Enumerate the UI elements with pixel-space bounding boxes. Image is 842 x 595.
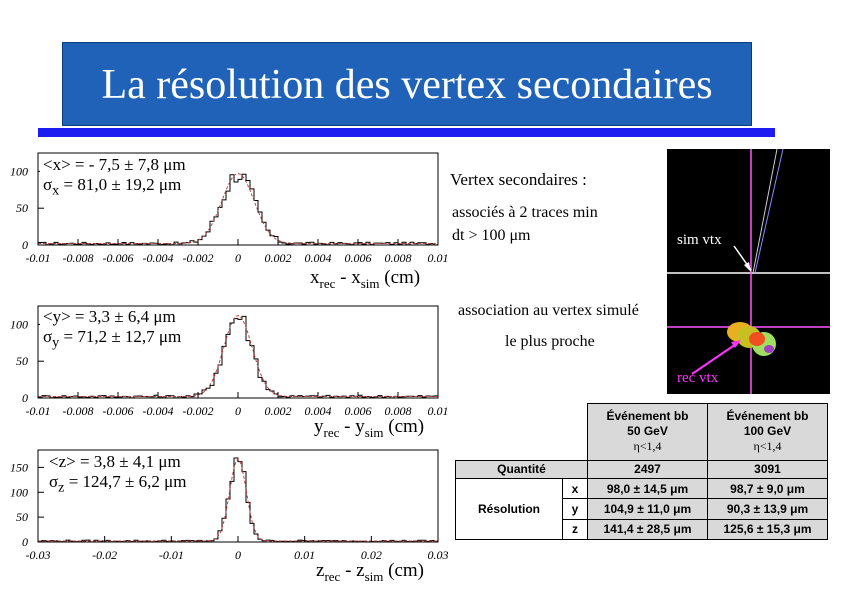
track-line-1 — [753, 149, 777, 273]
value-50: 104,9 ± 11,0 μm — [588, 499, 708, 519]
table-row-quantity — [456, 460, 828, 478]
x-tick-label: 0.008 — [384, 251, 412, 265]
axis-label: z — [563, 519, 588, 539]
x-tick-label: -0.01 — [25, 251, 51, 265]
y-tick-label: 0 — [22, 238, 28, 252]
xlabel-y: $y_{rec} - y_{sim}$ (cm) — [314, 416, 425, 440]
sigma-y: $\sigma_y = 71,2 \pm 12,7$ μm — [43, 327, 182, 351]
notes-line2: dt > 100 μm — [452, 227, 531, 244]
x-tick-label: -0.008 — [62, 251, 94, 265]
x-tick-label: -0.02 — [92, 548, 118, 562]
x-tick-label: 0.002 — [264, 251, 292, 265]
y-tick-label: 0 — [22, 391, 28, 405]
x-tick-label: 0.01 — [294, 548, 316, 562]
value-50: 98,0 ± 14,5 μm — [588, 479, 708, 499]
axis-label: x — [563, 479, 588, 499]
mean-z: <z> = 3,8 ± 4,1 μm — [49, 452, 181, 471]
notes-heading: Vertex secondaires : — [450, 170, 587, 189]
value-100: 90,3 ± 13,9 μm — [708, 499, 828, 519]
xlabel-z: $z_{rec} - z_{sim}$ (cm) — [316, 560, 424, 584]
stat-box-x — [40, 155, 189, 200]
x-tick-label: -0.006 — [102, 251, 134, 265]
track-line-2 — [755, 149, 783, 273]
title-underline-bar — [38, 128, 775, 137]
x-tick-label: -0.004 — [142, 404, 174, 418]
rec-vtx-label: rec vtx — [677, 370, 719, 386]
quantity-50: 2497 — [588, 460, 708, 478]
vertex-blob-4 — [749, 332, 765, 346]
x-tick-label: -0.008 — [62, 404, 94, 418]
x-tick-label: -0.01 — [25, 404, 51, 418]
notes-line3: association au vertex simulé — [458, 302, 639, 319]
resolution-label: Résolution — [456, 479, 563, 540]
table-header-100gev: Événement bb 100 GeV η<1,4 — [708, 404, 828, 461]
notes-line1: associés à 2 traces min — [452, 204, 598, 221]
x-tick-label: 0.02 — [360, 548, 382, 562]
y-tick-label: 100 — [10, 485, 28, 500]
vertex-blob-5 — [764, 345, 774, 353]
value-100: 125,6 ± 15,3 μm — [708, 519, 828, 539]
table-header-50gev: Événement bb 50 GeV η<1,4 — [588, 404, 708, 461]
x-tick-label: -0.004 — [142, 251, 174, 265]
x-tick-label: -0.002 — [182, 251, 214, 265]
x-tick-label: 0.004 — [304, 404, 332, 418]
x-tick-label: 0 — [235, 404, 241, 418]
notes-line4: le plus proche — [505, 333, 595, 350]
x-tick-label: 0.006 — [344, 251, 372, 265]
x-tick-label: 0.03 — [427, 548, 449, 562]
x-tick-label: 0.01 — [427, 404, 449, 418]
table-empty-corner — [456, 404, 588, 461]
x-tick-label: -0.002 — [182, 404, 214, 418]
sim-vtx-label: sim vtx — [677, 232, 722, 248]
value-100: 98,7 ± 9,0 μm — [708, 479, 828, 499]
y-tick-label: 0 — [22, 535, 28, 549]
table-row — [456, 479, 828, 499]
sigma-x: $\sigma_x = 81,0 \pm 19,2$ μm — [43, 175, 182, 199]
mean-x: <x> = - 7,5 ± 7,8 μm — [43, 155, 186, 174]
y-tick-label: 50 — [16, 354, 28, 369]
quantity-100: 3091 — [708, 460, 828, 478]
stat-box-y — [40, 307, 184, 352]
y-tick-label: 150 — [10, 460, 28, 475]
y-tick-label: 100 — [10, 317, 28, 332]
event-display-svg — [667, 149, 830, 394]
slide-title: La résolution des vertex secondaires — [101, 62, 713, 108]
x-tick-label: -0.03 — [25, 548, 51, 562]
xlabel-x: $x_{rec} - x_{sim}$ (cm) — [310, 267, 421, 291]
x-tick-label: 0.002 — [264, 404, 292, 418]
x-tick-label: 0.006 — [344, 404, 372, 418]
y-tick-label: 50 — [16, 510, 28, 525]
x-tick-label: 0.008 — [384, 404, 412, 418]
x-tick-label: 0.01 — [427, 251, 449, 265]
quantity-label: Quantité — [456, 460, 588, 478]
y-tick-label: 50 — [16, 201, 28, 216]
event-display-panel — [667, 149, 830, 394]
sigma-z: $\sigma_z = 124,7 \pm 6,2$ μm — [49, 472, 187, 496]
x-tick-label: 0 — [235, 251, 241, 265]
value-50: 141,4 ± 28,5 μm — [588, 519, 708, 539]
mean-y: <y> = 3,3 ± 6,4 μm — [43, 307, 176, 326]
stat-box-z — [46, 452, 189, 497]
axis-label: y — [563, 499, 588, 519]
x-tick-label: -0.01 — [158, 548, 184, 562]
y-tick-label: 100 — [10, 164, 28, 179]
sim-arrow-head — [744, 262, 751, 272]
table-header-row — [456, 404, 828, 461]
x-tick-label: 0.004 — [304, 251, 332, 265]
results-table — [455, 403, 828, 540]
x-tick-label: 0 — [235, 548, 241, 562]
x-tick-label: -0.006 — [102, 404, 134, 418]
